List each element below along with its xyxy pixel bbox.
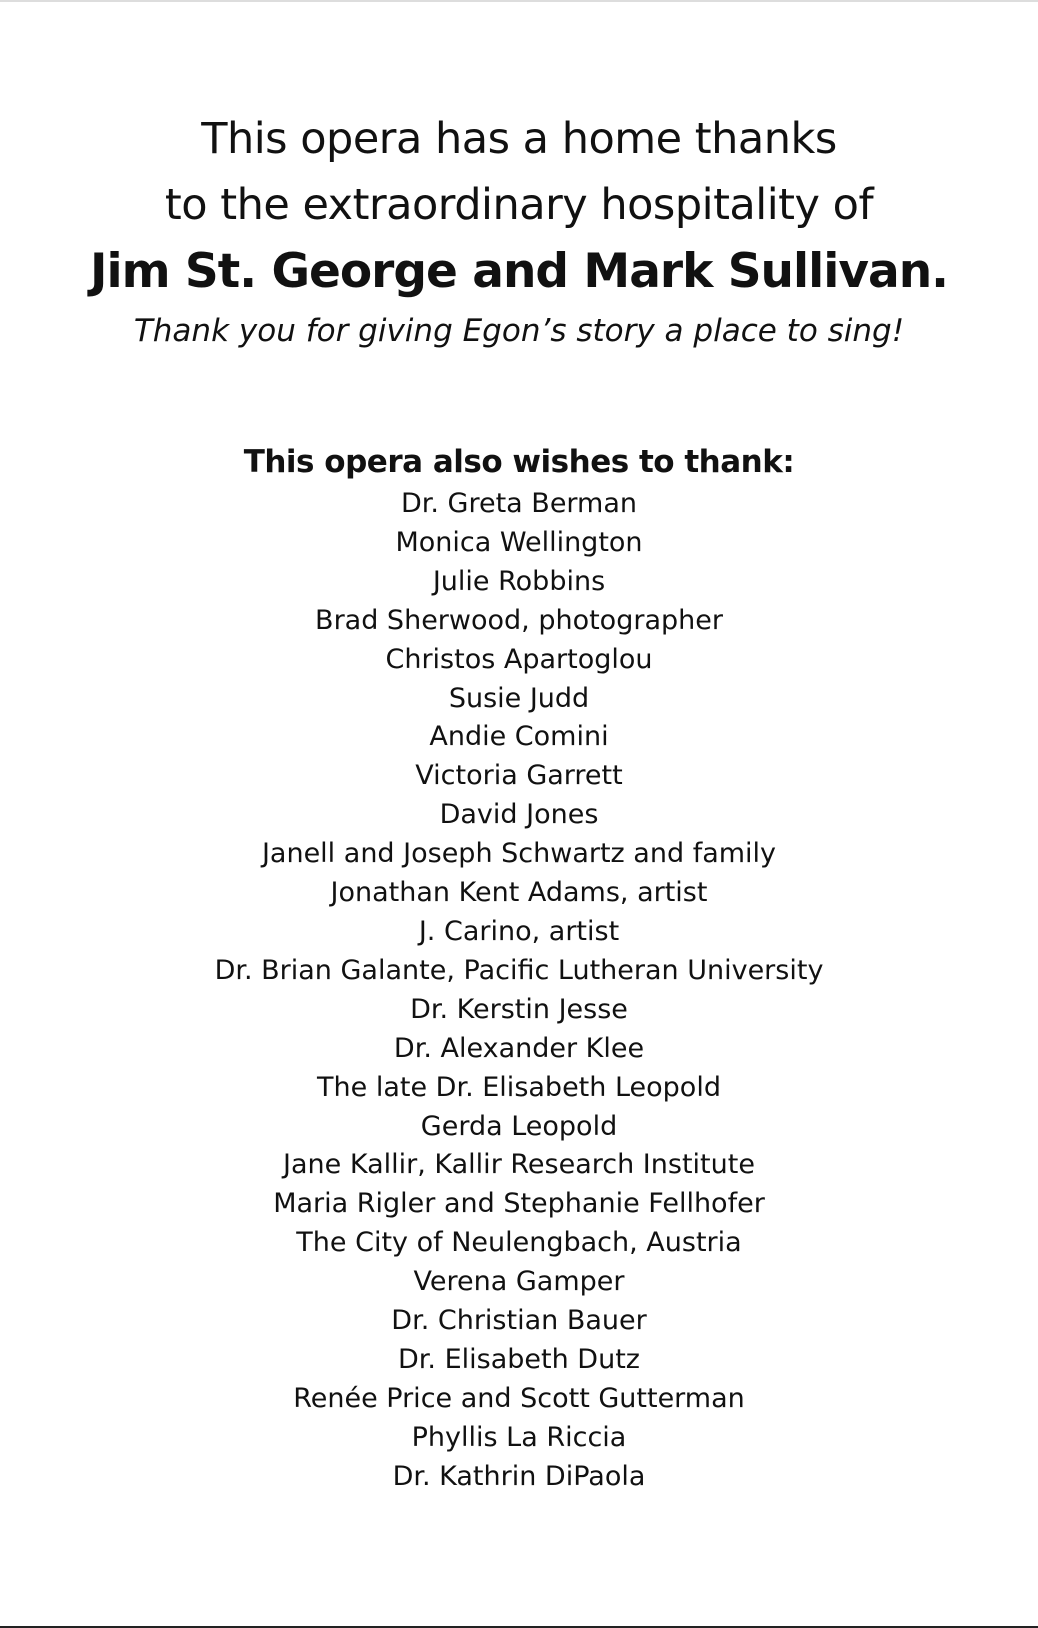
thanks-list-item: Dr. Kathrin DiPaola: [392, 1460, 646, 1492]
thanks-list-item: Dr. Alexander Klee: [393, 1032, 645, 1064]
thanks-list-item: Jonathan Kent Adams, artist: [330, 877, 708, 909]
thanks-heading: This opera also wishes to thank:: [243, 444, 795, 480]
thanks-list-item: Dr. Elisabeth Dutz: [398, 1343, 640, 1375]
thanks-list: [0, 485, 1038, 1497]
thanks-list-item: Susie Judd: [448, 682, 590, 714]
dedication-line-1: This opera has a home thanks: [201, 114, 837, 164]
thanks-list-item: Dr. Christian Bauer: [391, 1305, 647, 1337]
thanks-list-item: Victoria Garrett: [415, 760, 623, 792]
thanks-list-item: Janell and Joseph Schwartz and family: [261, 838, 777, 870]
thanks-list-item: Renée Price and Scott Gutterman: [293, 1382, 745, 1414]
thanks-list-item: Maria Rigler and Stephanie Fellhofer: [273, 1188, 765, 1220]
thanks-list-item: Phyllis La Riccia: [411, 1421, 627, 1453]
thanks-list-item: Monica Wellington: [395, 526, 643, 558]
thanks-list-item: David Jones: [439, 799, 599, 831]
thanks-list-item: Julie Robbins: [432, 565, 606, 597]
thanks-list-item: Jane Kallir, Kallir Research Institute: [283, 1149, 755, 1181]
thanks-list-item: Verena Gamper: [413, 1266, 625, 1298]
dedication-subline: Thank you for giving Egon’s story a place to sing!: [133, 313, 905, 349]
thanks-list-item: Andie Comini: [429, 721, 609, 753]
dedication-names: Jim St. George and Mark Sullivan.: [89, 244, 949, 299]
thanks-list-item: Dr. Brian Galante, Pacific Lutheran University: [214, 954, 824, 986]
thanks-block: [0, 439, 1038, 1497]
dedication-line-2: to the extraordinary hospitality of: [164, 180, 874, 230]
thanks-list-item: The late Dr. Elisabeth Leopold: [317, 1071, 721, 1103]
thanks-list-item: Christos Apartoglou: [385, 643, 653, 675]
dedication-block: [0, 106, 1038, 354]
thanks-list-item: Gerda Leopold: [420, 1110, 618, 1142]
thanks-list-item: Brad Sherwood, photographer: [315, 604, 723, 636]
thanks-list-item: Dr. Greta Berman: [400, 488, 638, 519]
thanks-list-item: The City of Neulengbach, Austria: [296, 1227, 742, 1259]
thanks-list-item: J. Carino, artist: [418, 915, 620, 947]
thanks-list-item: Dr. Kerstin Jesse: [410, 993, 628, 1025]
